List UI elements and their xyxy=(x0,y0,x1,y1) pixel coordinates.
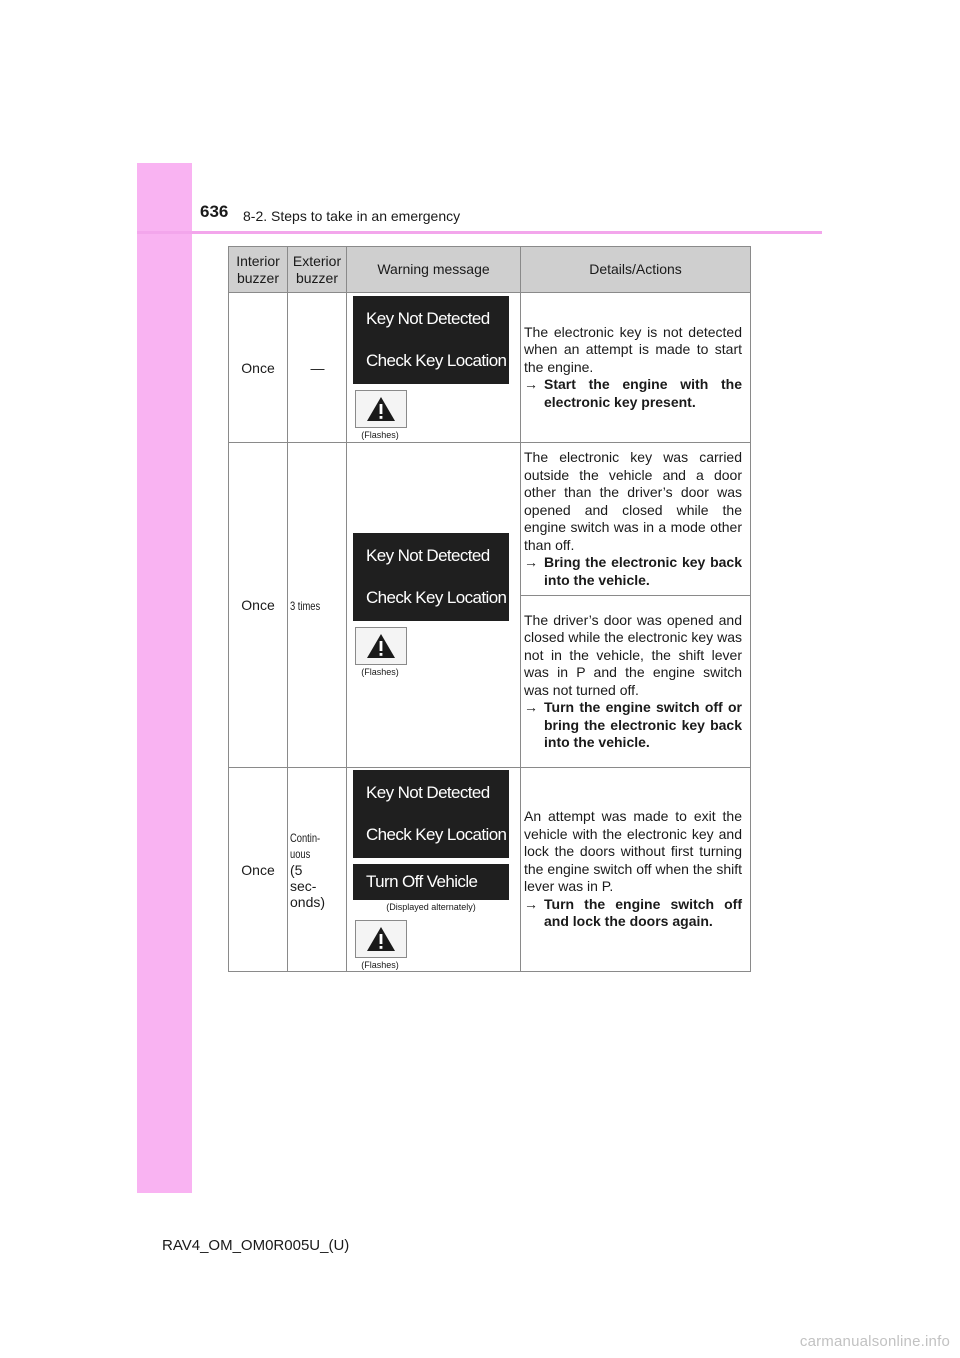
interior-buzzer-cell: Once xyxy=(229,293,288,443)
details-cell: The driver’s door was opened and closed while the electronic key was not in the vehicle, the shift lever was in P and the engine switch was not turned off. → Turn the engine switch off or bring the electronic key back into the vehicle. xyxy=(521,596,751,768)
warning-message-cell xyxy=(347,443,521,768)
column-header-message: Warning message xyxy=(347,247,521,293)
flashes-note: (Flashes) xyxy=(361,429,399,440)
interior-buzzer-cell: Once xyxy=(229,768,288,972)
exterior-buzzer-cell: — xyxy=(288,293,347,443)
warning-triangle-icon xyxy=(355,390,407,428)
arrow-icon: → xyxy=(524,554,538,570)
table-row xyxy=(229,768,751,972)
document-code: RAV4_OM_OM0R005U_(U) xyxy=(162,1237,350,1254)
column-header-details: Details/Actions xyxy=(521,247,751,293)
section-title: 8-2. Steps to take in an emergency xyxy=(243,208,461,224)
watermark-link[interactable]: carmanualsonline.info xyxy=(799,1333,950,1350)
display-message: Key Not Detected Check Key Location xyxy=(353,770,509,858)
flashes-note: (Flashes) xyxy=(361,667,399,677)
section-tab-band xyxy=(137,163,192,1193)
column-header-exterior: Exterior buzzer xyxy=(288,247,347,293)
warning-triangle-icon xyxy=(355,920,407,958)
page-number: 636 xyxy=(200,202,229,221)
header-rule xyxy=(137,231,822,234)
column-header-interior: Interior buzzer xyxy=(229,247,288,293)
exterior-buzzer-cell: Contin- uous (5 sec- onds) xyxy=(288,768,347,972)
details-cell: An attempt was made to exit the vehicle with the electronic key and lock the doors without first turning the engine switch off when the shift lever was in P. → Turn the engine switch off and lock the doors again. xyxy=(521,768,751,972)
warning-message-cell xyxy=(347,293,521,443)
warning-table xyxy=(228,246,751,972)
interior-buzzer-cell: Once xyxy=(229,443,288,768)
flashes-note: (Flashes) xyxy=(361,959,399,970)
display-message: Key Not Detected Check Key Location xyxy=(353,533,509,621)
exterior-buzzer-cell: 3 times xyxy=(288,443,347,768)
displayed-alternately-note: (Displayed alternately) xyxy=(386,901,476,912)
table-row xyxy=(229,443,751,596)
display-message: Key Not Detected Check Key Location xyxy=(353,296,509,384)
arrow-icon: → xyxy=(524,895,538,912)
arrow-icon: → xyxy=(524,699,538,715)
warning-message-cell xyxy=(347,768,521,972)
warning-triangle-icon xyxy=(355,627,407,665)
arrow-icon: → xyxy=(524,376,538,393)
details-cell: The electronic key is not detected when an attempt is made to start the engine. → Start the engine with the electronic key present. xyxy=(521,293,751,443)
table-header-row xyxy=(229,247,751,293)
display-message-alternate: Turn Off Vehicle xyxy=(353,864,509,900)
details-cell: The electronic key was carried outside the vehicle and a door other than the driver’s door was opened and closed while the engine switch was in a mode other than off. → Bring the electronic key back into the vehicle. xyxy=(521,443,751,596)
table-row xyxy=(229,293,751,443)
